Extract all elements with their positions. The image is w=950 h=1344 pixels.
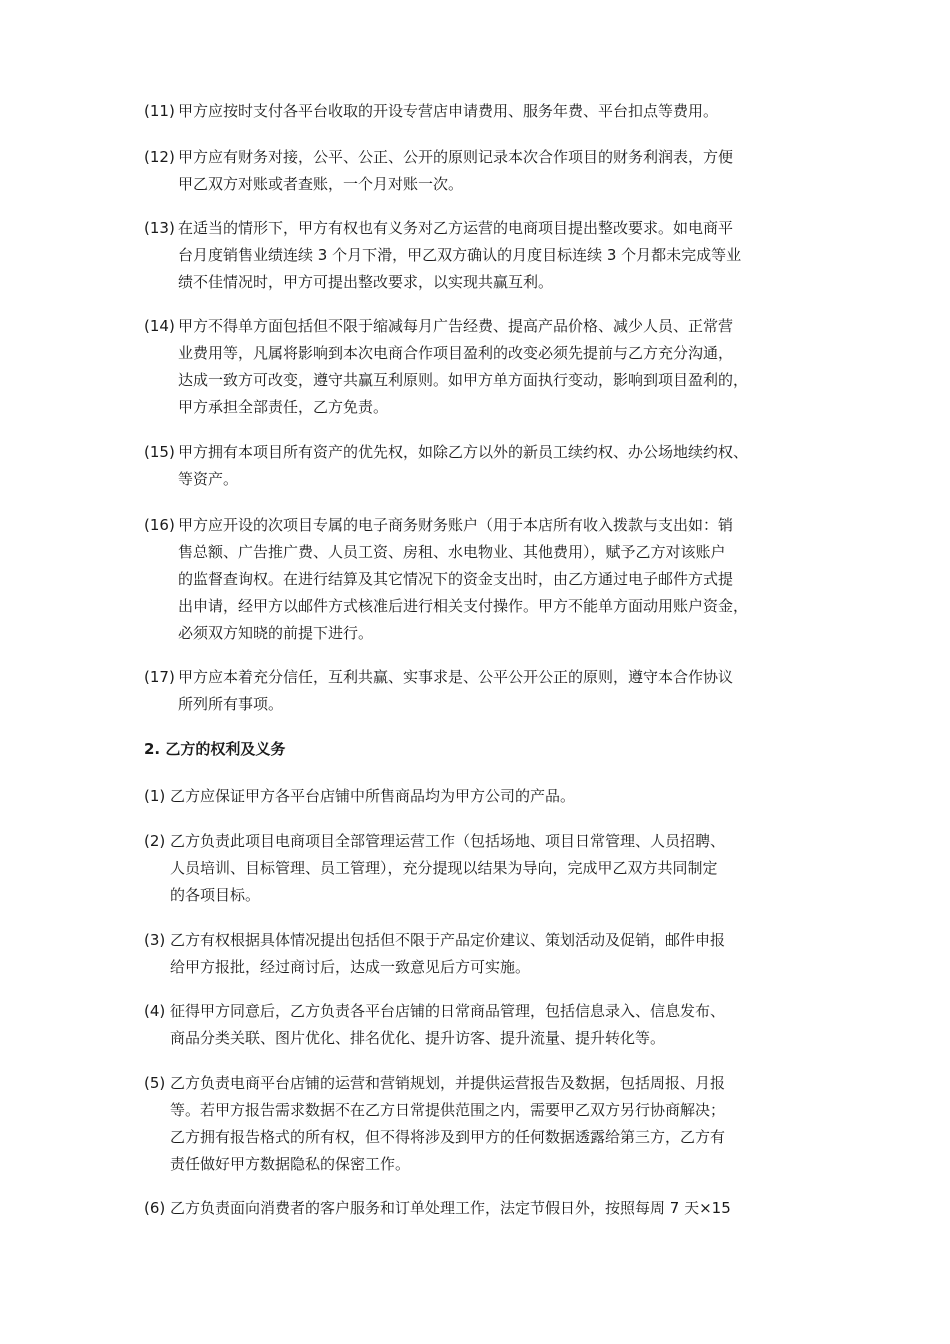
clause-line: 甲方拥有本项目所有资产的优先权，如除乙方以外的新员工续约权、办公场地续约权、 <box>178 443 749 461</box>
clause-text <box>144 439 824 493</box>
clause-line: 台月度销售业绩连续 3 个月下滑，甲乙双方确认的月度目标连续 3 个月都未完成等业 <box>178 246 742 264</box>
clause-a-12 <box>144 144 824 198</box>
clause-line: 乙方负责面向消费者的客户服务和订单处理工作，法定节假日外，按照每周 7 天×15 <box>170 1199 731 1217</box>
clause-line: 征得甲方同意后，乙方负责各平台店铺的日常商品管理，包括信息录入、信息发布、 <box>170 1002 726 1020</box>
clause-line: 的各项目标。 <box>170 886 261 904</box>
clause-b-4 <box>144 998 824 1052</box>
clause-line: 所列所有事项。 <box>178 695 284 713</box>
clause-line: 乙方应保证甲方各平台店铺中所售商品均为甲方公司的产品。 <box>170 787 576 805</box>
clause-line: 乙方有权根据具体情况提出包括但不限于产品定价建议、策划活动及促销，邮件申报 <box>170 931 726 949</box>
clause-number: (14) <box>144 317 175 335</box>
clause-line: 人员培训、目标管理、员工管理），充分提现以结果为导向，完成甲乙双方共同制定 <box>170 859 718 877</box>
clause-line: 乙方拥有报告格式的所有权，但不得将涉及到甲方的任何数据透露给第三方，乙方有 <box>170 1128 726 1146</box>
clause-line: 甲方应本着充分信任，互利共赢、实事求是、公平公开公正的原则，遵守本合作协议 <box>178 668 734 686</box>
clause-number: (15) <box>144 443 175 461</box>
clause-text <box>144 1195 824 1222</box>
clause-line: 乙方负责电商平台店铺的运营和营销规划，并提供运营报告及数据，包括周报、月报 <box>170 1074 726 1092</box>
clause-text <box>144 1070 824 1178</box>
clause-line: 责任做好甲方数据隐私的保密工作。 <box>170 1155 411 1173</box>
clause-line: 必须双方知晓的前提下进行。 <box>178 624 374 642</box>
clause-line: 给甲方报批，经过商讨后，达成一致意见后方可实施。 <box>170 958 531 976</box>
clause-text <box>144 512 824 647</box>
clause-text <box>144 144 824 198</box>
clause-a-11 <box>144 98 824 125</box>
clause-a-13 <box>144 215 824 296</box>
clause-a-17 <box>144 664 824 718</box>
clause-line: 甲方应开设的次项目专属的电子商务财务账户（用于本店所有收入拨款与支出如：销 <box>178 516 734 534</box>
clause-number: (2) <box>144 832 166 850</box>
clause-line: 售总额、广告推广费、人员工资、房租、水电物业、其他费用），赋予乙方对该账户 <box>178 543 726 561</box>
clause-text <box>144 664 824 718</box>
clause-number: (13) <box>144 219 175 237</box>
clause-number: (6) <box>144 1199 166 1217</box>
clause-line: 商品分类关联、图片优化、排名优化、提升访客、提升流量、提升转化等。 <box>170 1029 666 1047</box>
clause-line: 甲乙双方对账或者查账，一个月对账一次。 <box>178 175 464 193</box>
clause-text <box>144 98 824 125</box>
clause-number: (4) <box>144 1002 166 1020</box>
clause-number: (12) <box>144 148 175 166</box>
clause-b-2 <box>144 828 824 909</box>
clause-number: (16) <box>144 516 175 534</box>
clause-line: 绩不佳情况时，甲方可提出整改要求，以实现共赢互利。 <box>178 273 554 291</box>
clause-line: 的监督查询权。在进行结算及其它情况下的资金支出时，由乙方通过电子邮件方式提 <box>178 570 734 588</box>
clause-b-5 <box>144 1070 824 1178</box>
clause-line: 达成一致方可改变，遵守共赢互利原则。如甲方单方面执行变动，影响到项目盈利的， <box>178 371 749 389</box>
clause-number: (5) <box>144 1074 166 1092</box>
clause-number: (11) <box>144 102 175 120</box>
clause-a-14 <box>144 313 824 421</box>
section-heading: 2. 乙方的权利及义务 <box>144 740 286 758</box>
clause-number: (1) <box>144 787 166 805</box>
clause-text <box>144 215 824 296</box>
clause-a-16 <box>144 512 824 647</box>
clause-b-1 <box>144 783 824 810</box>
clause-text <box>144 927 824 981</box>
clause-line: 甲方承担全部责任，乙方免责。 <box>178 398 389 416</box>
clause-line: 甲方应有财务对接，公平、公正、公开的原则记录本次合作项目的财务利润表，方便 <box>178 148 734 166</box>
clause-line: 乙方负责此项目电商项目全部管理运营工作（包括场地、项目日常管理、人员招聘、 <box>170 832 726 850</box>
clause-line: 甲方不得单方面包括但不限于缩减每月广告经费、提高产品价格、减少人员、正常营 <box>178 317 734 335</box>
clause-line: 业费用等，凡属将影响到本次电商合作项目盈利的改变必须先提前与乙方充分沟通， <box>178 344 734 362</box>
clause-line: 等资产。 <box>178 470 239 488</box>
clause-b-3 <box>144 927 824 981</box>
clause-number: (3) <box>144 931 166 949</box>
clause-b-6 <box>144 1195 824 1222</box>
clause-a-15 <box>144 439 824 493</box>
clause-text <box>144 998 824 1052</box>
clause-text <box>144 313 824 421</box>
clause-text <box>144 828 824 909</box>
clause-line: 等。若甲方报告需求数据不在乙方日常提供范围之内，需要甲乙双方另行协商解决； <box>170 1101 726 1119</box>
clause-line: 甲方应按时支付各平台收取的开设专营店申请费用、服务年费、平台扣点等费用。 <box>178 102 719 120</box>
clause-text <box>144 783 824 810</box>
clause-number: (17) <box>144 668 175 686</box>
clause-line: 出申请，经甲方以邮件方式核准后进行相关支付操作。甲方不能单方面动用账户资金， <box>178 597 749 615</box>
clause-line: 在适当的情形下，甲方有权也有义务对乙方运营的电商项目提出整改要求。如电商平 <box>178 219 734 237</box>
